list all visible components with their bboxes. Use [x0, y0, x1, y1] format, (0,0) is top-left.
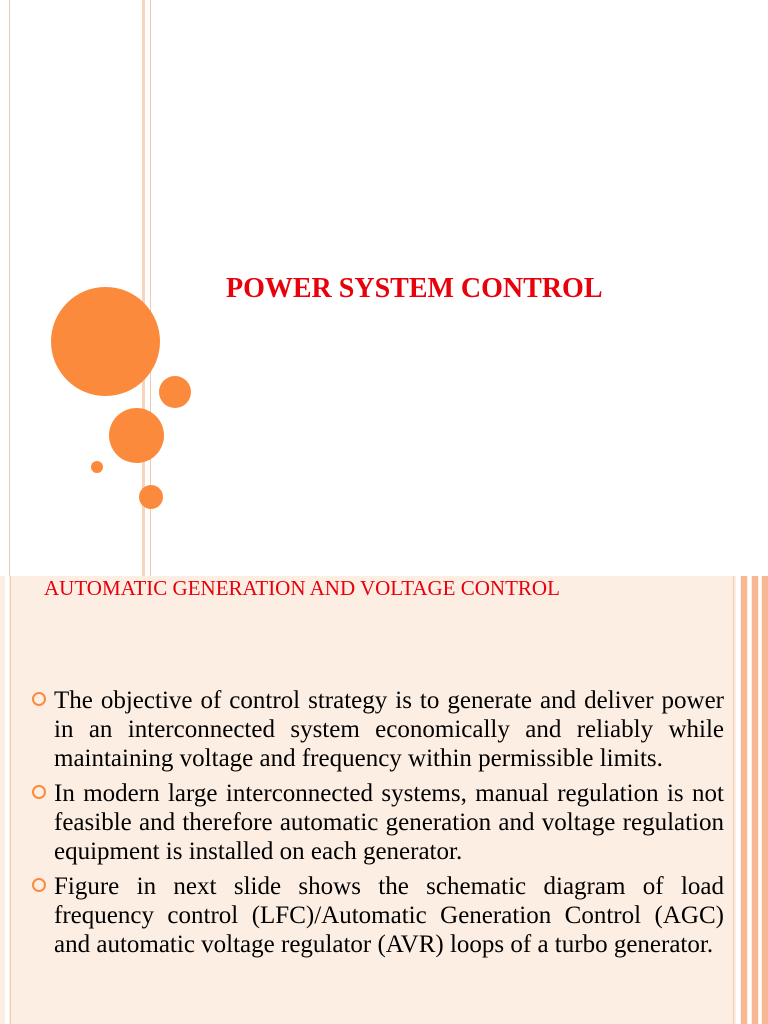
slide-title: AUTOMATIC GENERATION AND VOLTAGE CONTROL: [44, 576, 560, 600]
bullet-list: [30, 686, 724, 965]
content-slide: [0, 576, 768, 1024]
decorative-strip: [752, 576, 758, 1024]
bullet-text: The objective of control strategy is to generate and deliver power in an interconnected system economically and reliably while maintaining voltage and frequency within permissible limits.: [54, 687, 724, 772]
decorative-circle-icon: [139, 485, 163, 509]
list-item: [30, 872, 724, 959]
decorative-strip: [762, 576, 768, 1024]
list-item: [30, 779, 724, 866]
decorative-strip: [733, 576, 734, 1024]
decorative-strip: [759, 576, 761, 1024]
bullet-text: Figure in next slide shows the schematic diagram of load frequency control (LFC)/Automatic Generation Control (AGC) and automatic voltage regulator (AVR) loops of a turbo generator.: [54, 873, 724, 958]
decorative-strip: [748, 576, 751, 1024]
decorative-circle-icon: [109, 408, 164, 463]
ring-bullet-icon: [32, 692, 46, 706]
decorative-circle-small-icon: [91, 461, 103, 473]
decorative-circle-icon: [159, 376, 191, 408]
ring-bullet-icon: [32, 878, 46, 892]
decorative-strip: [741, 576, 747, 1024]
decorative-strip: [736, 576, 740, 1024]
decorative-strip: [5, 576, 9, 1024]
decorative-line: [9, 0, 10, 576]
decorative-strip: [10, 576, 11, 1024]
list-item: [30, 686, 724, 773]
slide-title: POWER SYSTEM CONTROL: [226, 273, 603, 304]
bullet-text: In modern large interconnected systems, manual regulation is not feasible and therefore automatic generation and voltage regulation equipment is installed on each generator.: [54, 780, 724, 865]
ring-bullet-icon: [32, 785, 46, 799]
decorative-circle-large-icon: [51, 287, 160, 396]
